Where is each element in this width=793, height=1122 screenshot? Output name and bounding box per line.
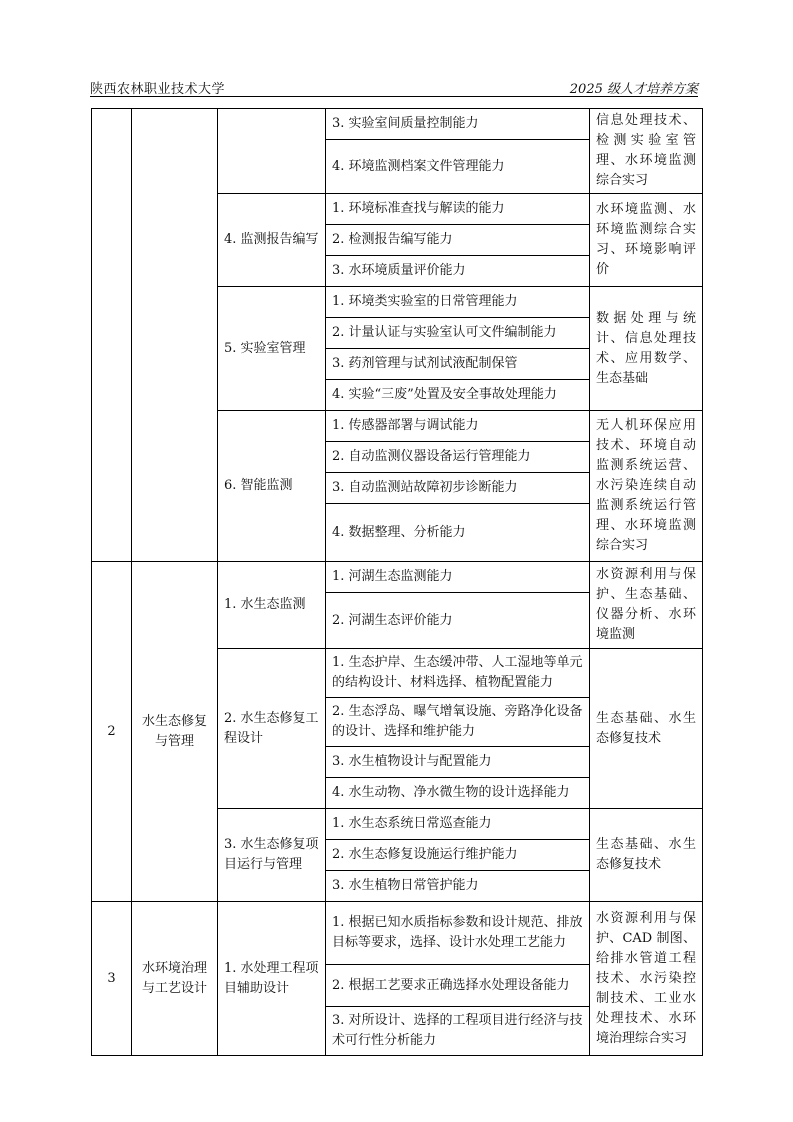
- course-cell: 水资源利用与保护、CAD 制图、给排水管道工程技术、水污染控制技术、工业水处理技术、水环境治理综合实习: [590, 902, 703, 1056]
- capability-cell: 4. 数据整理、分析能力: [326, 504, 590, 562]
- work-task-cell: 6. 智能监测: [218, 411, 326, 562]
- table-row: [92, 109, 703, 140]
- work-task-cell: 5. 实验室管理: [218, 287, 326, 411]
- capability-cell: 2. 水生态修复设施运行维护能力: [326, 840, 590, 871]
- capability-cell: 1. 根据已知水质指标参数和设计规范、排放目标等要求，选择、设计水处理工艺能力: [326, 902, 590, 965]
- capability-cell: 3. 自动监测站故障初步诊断能力: [326, 473, 590, 504]
- work-task-cell: 4. 监测报告编写: [218, 194, 326, 287]
- header-document-title: 2025 级人才培养方案: [569, 82, 698, 97]
- work-task-cell: 3. 水生态修复项目运行与管理: [218, 809, 326, 902]
- capability-cell: 3. 水生植物设计与配置能力: [326, 747, 590, 778]
- capability-cell: 1. 河湖生态监测能力: [326, 562, 590, 593]
- capability-cell: 3. 水环境质量评价能力: [326, 256, 590, 287]
- course-cell: 无人机环保应用技术、环境自动监测系统运营、水污染连续自动监测系统运行管理、水环境监测综合实习: [590, 411, 703, 562]
- capability-cell: 1. 环境标准查找与解读的能力: [326, 194, 590, 225]
- capability-cell: 3. 水生植物日常管护能力: [326, 871, 590, 902]
- course-cell: 生态基础、水生态修复技术: [590, 649, 703, 809]
- capability-cell: 2. 检测报告编写能力: [326, 225, 590, 256]
- course-cell: 水环境监测、水环境监测综合实习、环境影响评价: [590, 194, 703, 287]
- domain-number-cell: 2: [92, 562, 132, 902]
- header-school: 陕西农林职业技术大学: [90, 82, 226, 97]
- header-rule: [90, 96, 698, 97]
- work-task-cell: 1. 水处理工程项目辅助设计: [218, 902, 326, 1056]
- capability-cell: 3. 实验室间质量控制能力: [326, 109, 590, 140]
- capability-cell: 1. 生态护岸、生态缓冲带、人工湿地等单元的结构设计、材料选择、植物配置能力: [326, 649, 590, 698]
- domain-number-cell: [92, 109, 132, 562]
- capability-cell: 3. 对所设计、选择的工程项目进行经济与技术可行性分析能力: [326, 1007, 590, 1056]
- capability-cell: 1. 水生态系统日常巡查能力: [326, 809, 590, 840]
- capability-cell: 4. 水生动物、净水微生物的设计选择能力: [326, 778, 590, 809]
- capability-cell: 2. 生态浮岛、曝气增氧设施、旁路净化设备的设计、选择和维护能力: [326, 698, 590, 747]
- work-task-cell: 2. 水生态修复工程设计: [218, 649, 326, 809]
- course-cell: 数据处理与统计、信息处理技术、应用数学、生态基础: [590, 287, 703, 411]
- table-row: [92, 902, 703, 965]
- course-cell: 信息处理技术、检测实验室管理、水环境监测综合实习: [590, 109, 703, 194]
- work-task-cell: 1. 水生态监测: [218, 562, 326, 649]
- capability-table: [91, 108, 703, 1056]
- domain-name-cell: [132, 109, 218, 562]
- capability-cell: 1. 环境类实验室的日常管理能力: [326, 287, 590, 318]
- table-row: [92, 562, 703, 593]
- capability-cell: 4. 环境监测档案文件管理能力: [326, 140, 590, 194]
- capability-cell: 4. 实验“三废”处置及安全事故处理能力: [326, 380, 590, 411]
- domain-name-cell: 水生态修复与管理: [132, 562, 218, 902]
- capability-cell: 2. 根据工艺要求正确选择水处理设备能力: [326, 965, 590, 1007]
- course-cell: 生态基础、水生态修复技术: [590, 809, 703, 902]
- capability-cell: 1. 传感器部署与调试能力: [326, 411, 590, 442]
- domain-number-cell: 3: [92, 902, 132, 1056]
- capability-cell: 2. 自动监测仪器设备运行管理能力: [326, 442, 590, 473]
- domain-name-cell: 水环境治理与工艺设计: [132, 902, 218, 1056]
- capability-cell: 2. 河湖生态评价能力: [326, 593, 590, 649]
- capability-cell: 2. 计量认证与实验室认可文件编制能力: [326, 318, 590, 349]
- capability-cell: 3. 药剂管理与试剂试液配制保管: [326, 349, 590, 380]
- work-task-cell: [218, 109, 326, 194]
- course-cell: 水资源利用与保护、生态基础、仪器分析、水环境监测: [590, 562, 703, 649]
